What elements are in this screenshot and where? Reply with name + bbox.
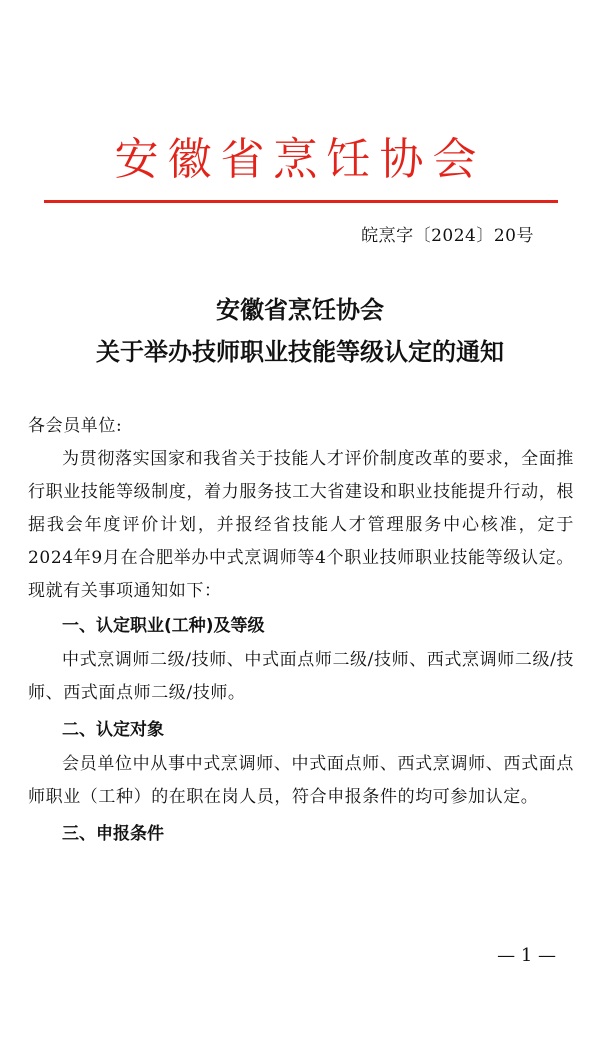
intro-paragraph: 为贯彻落实国家和我省关于技能人才评价制度改革的要求，全面推行职业技能等级制度，着力服务技工大省建设和职业技能提升行动，根据我会年度评价计划，并报经省技能人才管理服务中心核准，定于2024年9月在合肥举办中式烹调师等4个职业技师职业技能等级认定。现就有关事项通知如下： [28,449,574,601]
document-body [28,410,574,852]
section-heading-1: 一、认定职业(工种)及等级 [62,616,265,636]
section-heading-2: 二、认定对象 [62,720,164,740]
document-title-line-1: 安徽省烹饪协会 [216,295,384,324]
organization-header: 安徽省烹饪协会 [114,134,486,185]
section-text-1: 中式烹调师二级/技师、中式面点师二级/技师、西式烹调师二级/技师、西式面点师二级/技师。 [28,650,574,703]
document-number: 皖烹字〔2024〕20号 [361,226,534,246]
section-text-2: 会员单位中从事中式烹调师、中式面点师、西式烹调师、西式面点师职业（工种）的在职在岗人员，符合申报条件的均可参加认定。 [28,754,574,807]
document-title-line-2: 关于举办技师职业技能等级认定的通知 [96,337,504,366]
section-heading-3: 三、申报条件 [62,824,164,844]
salutation: 各会员单位: [28,416,123,436]
page-number: — 1 — [497,945,556,966]
red-divider-line [44,200,558,203]
